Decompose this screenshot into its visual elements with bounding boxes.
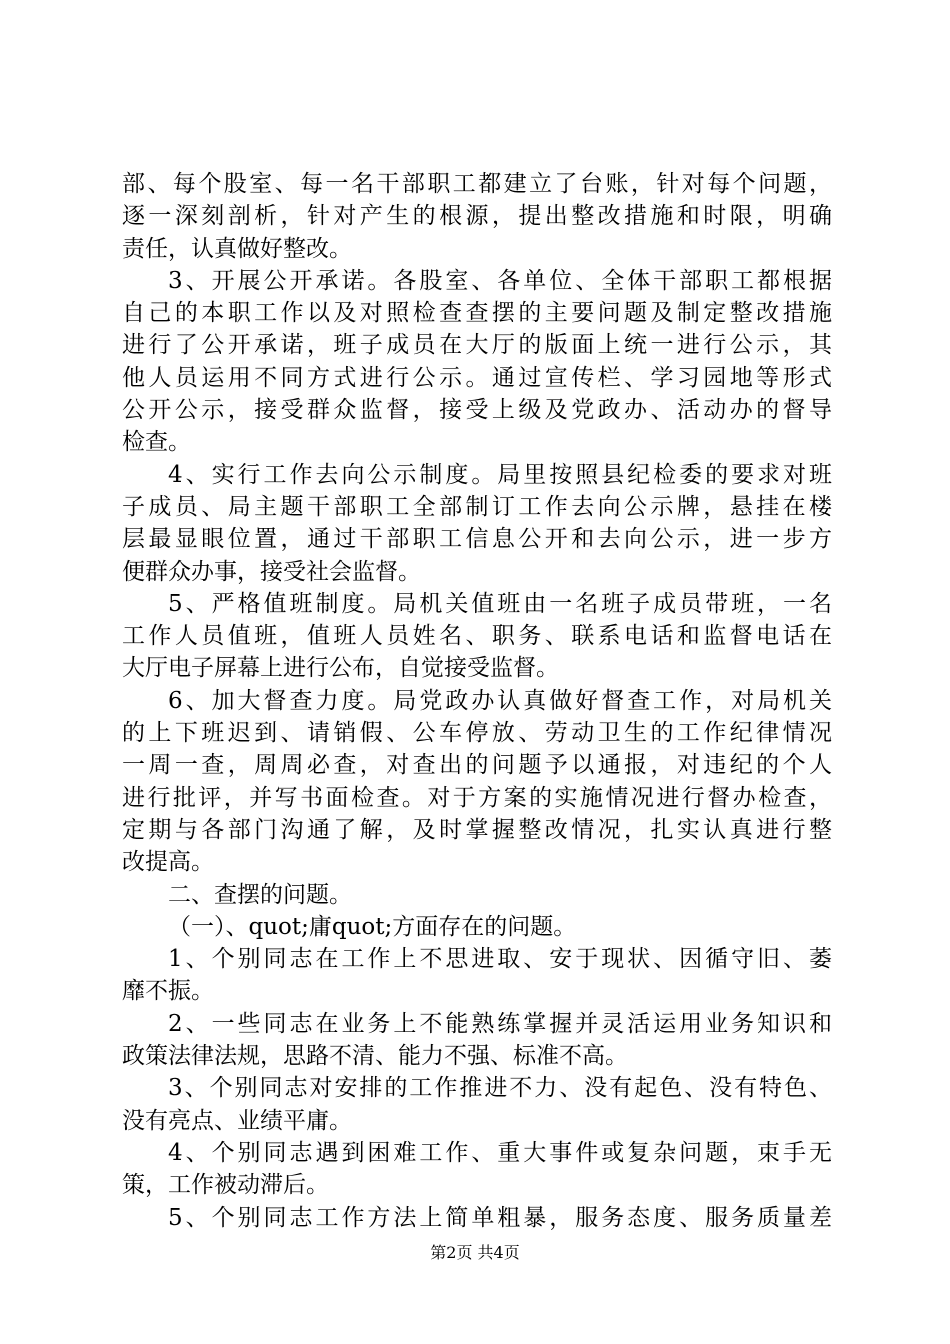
text-line: 自己的本职工作以及对照检查查摆的主要问题及制定整改措施 (122, 300, 832, 327)
text-line: 政策法律法规，思路不清、能力不强、标准不高。 (122, 1043, 628, 1070)
text-line: 层最显眼位置，通过干部职工信息公开和去向公示，进一步方 (122, 526, 832, 553)
text-line: 便群众办事，接受社会监督。 (122, 558, 421, 585)
text-line: （一）、quot;庸quot;方面存在的问题。 (168, 913, 577, 940)
text-line: 策，工作被动滞后。 (122, 1172, 329, 1199)
text-line: 3、个别同志对安排的工作推进不力、没有起色、没有特色、 (168, 1075, 832, 1102)
text-line: 他人员运用不同方式进行公示。通过宣传栏、学习园地等形式 (122, 364, 832, 391)
text-line: 责任，认真做好整改。 (122, 235, 352, 262)
text-line: 1、个别同志在工作上不思进取、安于现状、因循守旧、萎 (168, 946, 832, 973)
text-line: 4、实行工作去向公示制度。局里按照县纪检委的要求对班 (168, 461, 832, 488)
text-line: 进行批评，并写书面检查。对于方案的实施情况进行督办检查， (122, 784, 832, 811)
text-line: 5、严格值班制度。局机关值班由一名班子成员带班，一名 (168, 590, 832, 617)
text-line: 2、一些同志在业务上不能熟练掌握并灵活运用业务知识和 (168, 1010, 832, 1037)
text-line: 大厅电子屏幕上进行公布，自觉接受监督。 (122, 655, 559, 682)
text-line: 6、加大督查力度。局党政办认真做好督查工作，对局机关 (168, 687, 832, 714)
text-line: 部、每个股室、每一名干部职工都建立了台账，针对每个问题， (122, 171, 832, 197)
text-line: 5、个别同志工作方法上简单粗暴，服务态度、服务质量差 (168, 1204, 832, 1231)
text-line: 靡不振。 (122, 978, 214, 1005)
text-line: 的上下班迟到、请销假、公车停放、劳动卫生的工作纪律情况 (122, 720, 832, 747)
text-line: 一周一查，周周必查，对查出的问题予以通报，对违纪的个人 (122, 752, 832, 779)
text-line: 工作人员值班，值班人员姓名、职务、联系电话和监督电话在 (122, 623, 832, 650)
text-line: 检查。 (122, 429, 191, 456)
text-line: 定期与各部门沟通了解，及时掌握整改情况，扎实认真进行整 (122, 816, 832, 843)
body-text (122, 168, 832, 1234)
text-line: 子成员、局主题干部职工全部制订工作去向公示牌，悬挂在楼 (122, 493, 832, 520)
text-line: 进行了公开承诺，班子成员在大厅的版面上统一进行公示，其 (122, 332, 832, 359)
text-line: 4、个别同志遇到困难工作、重大事件或复杂问题，束手无 (168, 1139, 832, 1166)
text-line: 没有亮点、业绩平庸。 (122, 1107, 352, 1134)
text-line: 逐一深刻剖析，针对产生的根源，提出整改措施和时限，明确 (122, 203, 832, 230)
page-footer: 第2页 共4页 (430, 1243, 520, 1262)
text-line: 3、开展公开承诺。各股室、各单位、全体干部职工都根据 (168, 267, 832, 294)
text-line: 公开公示，接受群众监督，接受上级及党政办、活动办的督导 (122, 397, 832, 424)
text-line: 改提高。 (122, 849, 214, 876)
text-line: 二、查摆的问题。 (168, 881, 352, 908)
